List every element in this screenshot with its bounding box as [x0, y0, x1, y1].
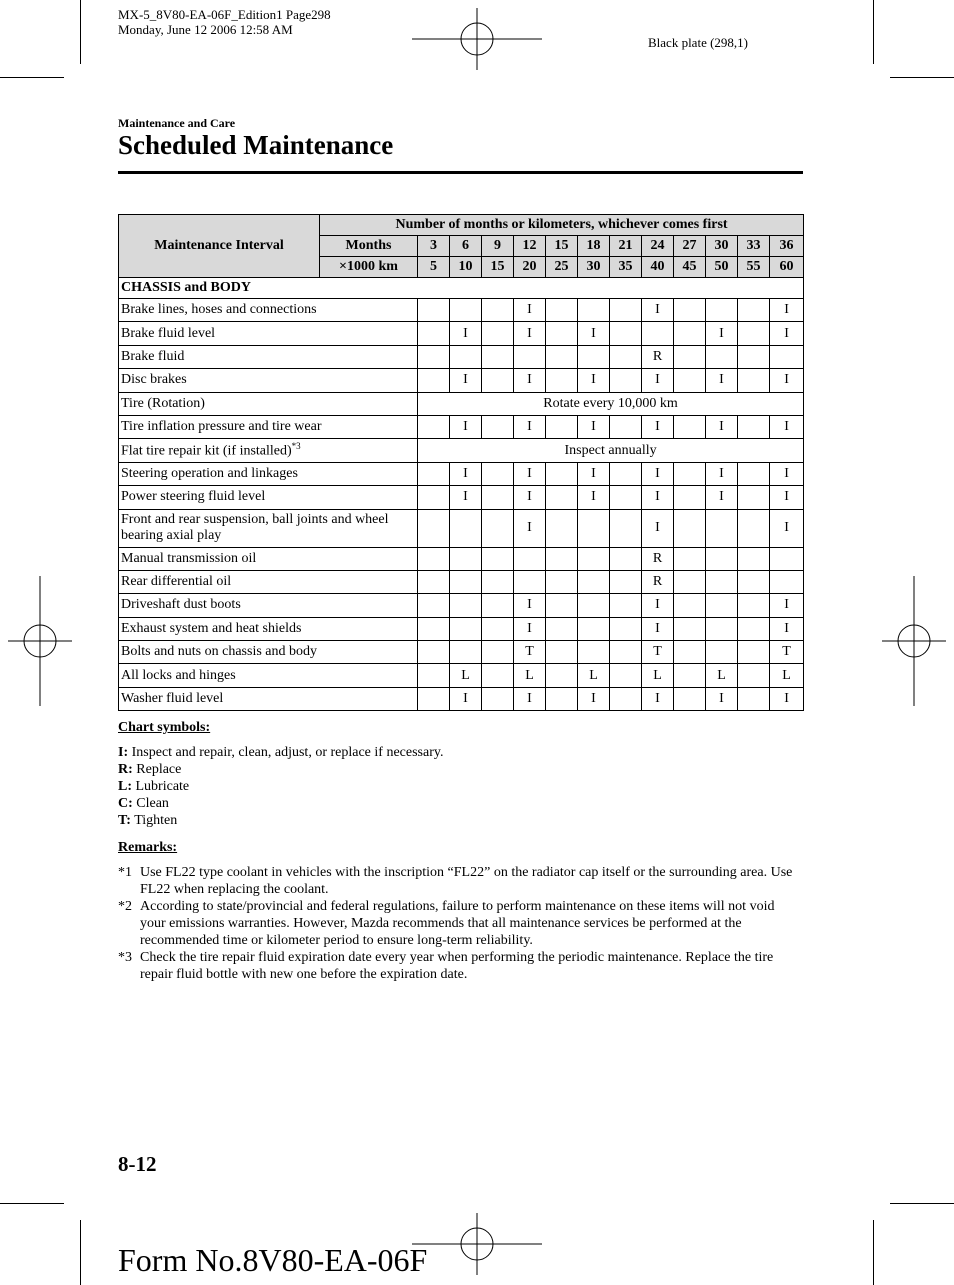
schedule-cell — [738, 594, 770, 617]
schedule-cell: I — [770, 617, 804, 640]
schedule-cell — [482, 322, 514, 345]
symbol-item — [118, 778, 443, 795]
table-row — [119, 415, 804, 438]
schedule-cell — [770, 345, 804, 368]
schedule-cell: I — [642, 299, 674, 322]
schedule-cell — [738, 641, 770, 664]
schedule-cell — [674, 594, 706, 617]
registration-mark-right — [882, 576, 946, 706]
schedule-cell — [706, 641, 738, 664]
schedule-cell — [418, 486, 450, 509]
remarks-heading: Remarks: — [118, 840, 178, 855]
schedule-cell — [546, 299, 578, 322]
schedule-cell — [418, 369, 450, 392]
schedule-cell: I — [514, 369, 546, 392]
schedule-cell — [642, 322, 674, 345]
schedule-cell — [610, 486, 642, 509]
remark-number: *2 — [118, 899, 132, 914]
schedule-cell: I — [770, 322, 804, 345]
schedule-cell — [770, 547, 804, 570]
schedule-cell: I — [578, 486, 610, 509]
schedule-cell: I — [706, 687, 738, 710]
schedule-cell — [674, 617, 706, 640]
item-name: Exhaust system and heat shields — [119, 617, 418, 640]
item-name: Front and rear suspension, ball joints and wheel bearing axial play — [119, 509, 418, 547]
registration-mark-bottom — [412, 1213, 542, 1275]
interval-caption: Number of months or kilometers, whichever comes first — [320, 215, 804, 236]
schedule-cell — [578, 570, 610, 593]
symbol-item — [118, 812, 443, 829]
schedule-cell — [482, 594, 514, 617]
schedule-cell: I — [514, 687, 546, 710]
schedule-cell: I — [706, 462, 738, 485]
schedule-cell — [738, 345, 770, 368]
schedule-cell — [546, 322, 578, 345]
schedule-cell — [674, 547, 706, 570]
schedule-cell — [578, 617, 610, 640]
schedule-cell — [546, 486, 578, 509]
form-number: Form No.8V80-EA-06F — [118, 1242, 428, 1278]
schedule-cell — [674, 664, 706, 687]
schedule-cell: L — [514, 664, 546, 687]
chart-symbols-list — [118, 744, 443, 829]
symbol-item — [118, 761, 443, 778]
schedule-cell: I — [514, 617, 546, 640]
title-rule — [118, 171, 803, 174]
schedule-cell — [706, 345, 738, 368]
schedule-cell: I — [578, 415, 610, 438]
months-value: 21 — [610, 236, 642, 257]
schedule-cell — [546, 570, 578, 593]
schedule-cell — [546, 687, 578, 710]
table-row — [119, 664, 804, 687]
print-date: Monday, June 12 2006 12:58 AM — [118, 22, 293, 37]
remark-item — [118, 864, 798, 898]
schedule-cell: I — [578, 687, 610, 710]
schedule-cell — [738, 415, 770, 438]
schedule-cell — [706, 570, 738, 593]
schedule-cell — [610, 462, 642, 485]
schedule-cell — [546, 617, 578, 640]
schedule-cell — [674, 462, 706, 485]
schedule-cell — [738, 547, 770, 570]
table-row — [119, 486, 804, 509]
schedule-cell — [418, 687, 450, 710]
schedule-cell — [418, 322, 450, 345]
km-value: 15 — [482, 257, 514, 278]
remark-text: According to state/provincial and federal regulations, failure to perform maintenance on these items will not void your emissions warranties. However, Mazda recommends that all maintenance services be performed at the recommended time or kilometer period to ensure long-term reliability. — [140, 899, 775, 948]
table-row — [119, 462, 804, 485]
schedule-cell: I — [578, 462, 610, 485]
months-value: 24 — [642, 236, 674, 257]
schedule-cell: I — [578, 369, 610, 392]
item-name: Tire (Rotation) — [119, 392, 418, 415]
schedule-cell: I — [642, 486, 674, 509]
item-name: Flat tire repair kit (if installed)$^{*3}$ — [119, 439, 418, 462]
schedule-cell — [610, 687, 642, 710]
schedule-cell — [674, 415, 706, 438]
schedule-cell: I — [514, 509, 546, 547]
item-name: All locks and hinges — [119, 664, 418, 687]
symbol-key: C: — [118, 796, 133, 811]
table-row — [119, 641, 804, 664]
schedule-cell: T — [642, 641, 674, 664]
schedule-cell: I — [514, 594, 546, 617]
table-row — [119, 299, 804, 322]
schedule-cell — [738, 462, 770, 485]
schedule-cell: I — [770, 687, 804, 710]
schedule-cell — [450, 641, 482, 664]
schedule-cell — [578, 345, 610, 368]
schedule-cell — [674, 322, 706, 345]
schedule-cell: I — [514, 462, 546, 485]
schedule-cell — [482, 369, 514, 392]
schedule-cell: I — [450, 369, 482, 392]
item-name: Brake fluid level — [119, 322, 418, 345]
schedule-cell — [418, 594, 450, 617]
schedule-cell — [546, 641, 578, 664]
schedule-cell: T — [770, 641, 804, 664]
months-value: 36 — [770, 236, 804, 257]
schedule-cell — [738, 299, 770, 322]
schedule-cell: I — [514, 322, 546, 345]
schedule-cell — [610, 664, 642, 687]
symbol-key: I: — [118, 745, 129, 760]
schedule-cell: T — [514, 641, 546, 664]
schedule-cell: I — [770, 486, 804, 509]
symbol-text: Lubricate — [135, 779, 190, 794]
section-label: Maintenance and Care — [118, 116, 236, 130]
schedule-cell — [610, 617, 642, 640]
schedule-cell — [610, 345, 642, 368]
schedule-cell — [546, 664, 578, 687]
table-row — [119, 509, 804, 547]
schedule-cell: I — [450, 462, 482, 485]
schedule-cell: L — [450, 664, 482, 687]
schedule-cell — [546, 369, 578, 392]
schedule-cell — [482, 486, 514, 509]
schedule-cell — [706, 547, 738, 570]
table-row — [119, 594, 804, 617]
table-row — [119, 570, 804, 593]
table-row — [119, 322, 804, 345]
interval-note: Rotate every 10,000 km — [418, 392, 804, 415]
remark-number: *1 — [118, 865, 132, 880]
schedule-cell: I — [642, 415, 674, 438]
schedule-cell — [610, 509, 642, 547]
schedule-cell: I — [770, 594, 804, 617]
item-name: Rear differential oil — [119, 570, 418, 593]
schedule-cell — [418, 509, 450, 547]
schedule-cell — [482, 617, 514, 640]
schedule-cell — [610, 594, 642, 617]
schedule-cell — [738, 570, 770, 593]
schedule-cell — [610, 415, 642, 438]
schedule-cell — [418, 617, 450, 640]
schedule-cell — [770, 570, 804, 593]
schedule-cell — [674, 687, 706, 710]
table-row — [119, 345, 804, 368]
schedule-cell: I — [770, 299, 804, 322]
schedule-cell: R — [642, 547, 674, 570]
months-value: 33 — [738, 236, 770, 257]
km-value: 35 — [610, 257, 642, 278]
symbol-key: R: — [118, 762, 133, 777]
schedule-cell: I — [642, 594, 674, 617]
schedule-cell — [578, 509, 610, 547]
interval-header: Maintenance Interval — [119, 215, 320, 278]
item-name: Driveshaft dust boots — [119, 594, 418, 617]
schedule-cell — [706, 299, 738, 322]
schedule-cell — [418, 462, 450, 485]
schedule-cell — [418, 570, 450, 593]
months-value: 6 — [450, 236, 482, 257]
schedule-cell: I — [450, 486, 482, 509]
schedule-cell — [706, 594, 738, 617]
schedule-cell — [546, 509, 578, 547]
schedule-cell: I — [642, 687, 674, 710]
schedule-cell: I — [770, 415, 804, 438]
schedule-cell: L — [578, 664, 610, 687]
schedule-cell — [674, 299, 706, 322]
schedule-cell — [546, 415, 578, 438]
schedule-cell: I — [642, 369, 674, 392]
schedule-cell — [450, 547, 482, 570]
schedule-cell — [674, 641, 706, 664]
page-number: 8-12 — [118, 1152, 157, 1176]
schedule-cell — [738, 664, 770, 687]
schedule-cell: I — [514, 415, 546, 438]
schedule-cell — [738, 322, 770, 345]
table-row — [119, 439, 804, 462]
schedule-cell — [578, 641, 610, 664]
schedule-cell: I — [578, 322, 610, 345]
schedule-cell — [674, 369, 706, 392]
item-name: Bolts and nuts on chassis and body — [119, 641, 418, 664]
schedule-cell: L — [706, 664, 738, 687]
schedule-cell: L — [770, 664, 804, 687]
print-plate: Black plate (298,1) — [648, 35, 748, 50]
schedule-cell — [578, 299, 610, 322]
km-value: 20 — [514, 257, 546, 278]
km-value: 50 — [706, 257, 738, 278]
schedule-cell — [418, 547, 450, 570]
schedule-cell — [482, 415, 514, 438]
schedule-cell — [450, 299, 482, 322]
item-name: Brake fluid — [119, 345, 418, 368]
schedule-cell — [610, 570, 642, 593]
schedule-cell — [546, 345, 578, 368]
registration-mark-top — [412, 8, 542, 70]
schedule-cell — [482, 299, 514, 322]
schedule-cell — [674, 509, 706, 547]
schedule-cell — [546, 547, 578, 570]
schedule-cell: I — [514, 486, 546, 509]
schedule-cell — [450, 345, 482, 368]
category-row: CHASSIS and BODY — [119, 278, 804, 299]
item-name: Manual transmission oil — [119, 547, 418, 570]
chart-symbols-heading: Chart symbols: — [118, 720, 211, 735]
schedule-cell — [578, 594, 610, 617]
page-title: Scheduled Maintenance — [118, 130, 394, 160]
schedule-cell — [674, 570, 706, 593]
km-value: 10 — [450, 257, 482, 278]
schedule-cell — [450, 570, 482, 593]
interval-note: Inspect annually — [418, 439, 804, 462]
remark-text: Use FL22 type coolant in vehicles with the inscription “FL22” on the radiator cap itself or the surrounding area. Use FL22 when replacing the coolant. — [140, 865, 793, 897]
schedule-cell — [610, 299, 642, 322]
table-row — [119, 392, 804, 415]
schedule-cell — [610, 641, 642, 664]
months-value: 15 — [546, 236, 578, 257]
schedule-cell: I — [770, 509, 804, 547]
schedule-cell: I — [642, 462, 674, 485]
schedule-cell — [578, 547, 610, 570]
km-value: 45 — [674, 257, 706, 278]
schedule-cell — [706, 617, 738, 640]
schedule-cell: I — [450, 415, 482, 438]
symbol-text: Clean — [136, 796, 169, 811]
schedule-cell: R — [642, 570, 674, 593]
schedule-cell — [450, 617, 482, 640]
item-name: Steering operation and linkages — [119, 462, 418, 485]
schedule-cell — [450, 594, 482, 617]
remark-item — [118, 949, 798, 983]
symbol-text: Tighten — [134, 813, 178, 828]
schedule-cell — [482, 570, 514, 593]
symbol-item — [118, 795, 443, 812]
schedule-cell — [610, 322, 642, 345]
schedule-cell — [738, 687, 770, 710]
table-row — [119, 547, 804, 570]
schedule-cell — [482, 345, 514, 368]
months-value: 12 — [514, 236, 546, 257]
footnote-ref: *3 — [291, 441, 301, 452]
months-value: 27 — [674, 236, 706, 257]
schedule-cell: I — [770, 369, 804, 392]
remark-item — [118, 898, 798, 949]
schedule-cell — [482, 641, 514, 664]
schedule-cell — [482, 547, 514, 570]
schedule-cell: I — [770, 462, 804, 485]
schedule-cell — [482, 509, 514, 547]
registration-mark-left — [8, 576, 72, 706]
remark-text: Check the tire repair fluid expiration date every year when performing the periodic maintenance. Replace the tire repair fluid bottle with new one before the expiration date. — [140, 950, 774, 982]
item-name: Washer fluid level — [119, 687, 418, 710]
item-name: Disc brakes — [119, 369, 418, 392]
schedule-cell: I — [706, 369, 738, 392]
item-name: Tire inflation pressure and tire wear — [119, 415, 418, 438]
schedule-cell: I — [450, 687, 482, 710]
months-label: Months — [320, 236, 418, 257]
months-value: 9 — [482, 236, 514, 257]
schedule-cell — [546, 462, 578, 485]
symbol-text: Inspect and repair, clean, adjust, or replace if necessary. — [131, 745, 444, 760]
schedule-cell: I — [642, 509, 674, 547]
symbol-key: T: — [118, 813, 131, 828]
schedule-cell — [738, 369, 770, 392]
schedule-cell: I — [514, 299, 546, 322]
schedule-cell — [418, 415, 450, 438]
schedule-cell — [674, 486, 706, 509]
schedule-cell: I — [450, 322, 482, 345]
km-value: 55 — [738, 257, 770, 278]
schedule-cell — [738, 617, 770, 640]
schedule-cell: I — [706, 322, 738, 345]
schedule-cell — [610, 547, 642, 570]
table-row — [119, 617, 804, 640]
schedule-cell: L — [642, 664, 674, 687]
table-row — [119, 687, 804, 710]
schedule-cell — [514, 345, 546, 368]
item-name: Power steering fluid level — [119, 486, 418, 509]
symbol-item — [118, 744, 443, 761]
schedule-cell — [482, 462, 514, 485]
km-value: 25 — [546, 257, 578, 278]
km-value: 5 — [418, 257, 450, 278]
km-label: ×1000 km — [320, 257, 418, 278]
months-value: 30 — [706, 236, 738, 257]
months-value: 3 — [418, 236, 450, 257]
schedule-cell — [418, 641, 450, 664]
schedule-cell — [418, 664, 450, 687]
print-file-name: MX-5_8V80-EA-06F_Edition1 Page298 — [118, 7, 331, 22]
schedule-cell — [546, 594, 578, 617]
schedule-cell — [482, 664, 514, 687]
km-value: 30 — [578, 257, 610, 278]
months-value: 18 — [578, 236, 610, 257]
schedule-cell — [418, 345, 450, 368]
schedule-cell — [738, 509, 770, 547]
km-value: 40 — [642, 257, 674, 278]
schedule-cell — [482, 687, 514, 710]
schedule-cell: I — [706, 486, 738, 509]
schedule-cell: I — [706, 415, 738, 438]
schedule-cell — [674, 345, 706, 368]
km-value: 60 — [770, 257, 804, 278]
schedule-cell: I — [642, 617, 674, 640]
schedule-cell — [738, 486, 770, 509]
schedule-cell — [706, 509, 738, 547]
maintenance-schedule-table — [118, 214, 804, 711]
table-row — [119, 369, 804, 392]
schedule-cell — [450, 509, 482, 547]
schedule-cell — [418, 299, 450, 322]
symbol-text: Replace — [136, 762, 182, 777]
remark-number: *3 — [118, 950, 132, 965]
symbol-key: L: — [118, 779, 132, 794]
schedule-cell: R — [642, 345, 674, 368]
schedule-cell — [514, 547, 546, 570]
schedule-cell — [610, 369, 642, 392]
schedule-cell — [514, 570, 546, 593]
item-name: Brake lines, hoses and connections — [119, 299, 418, 322]
